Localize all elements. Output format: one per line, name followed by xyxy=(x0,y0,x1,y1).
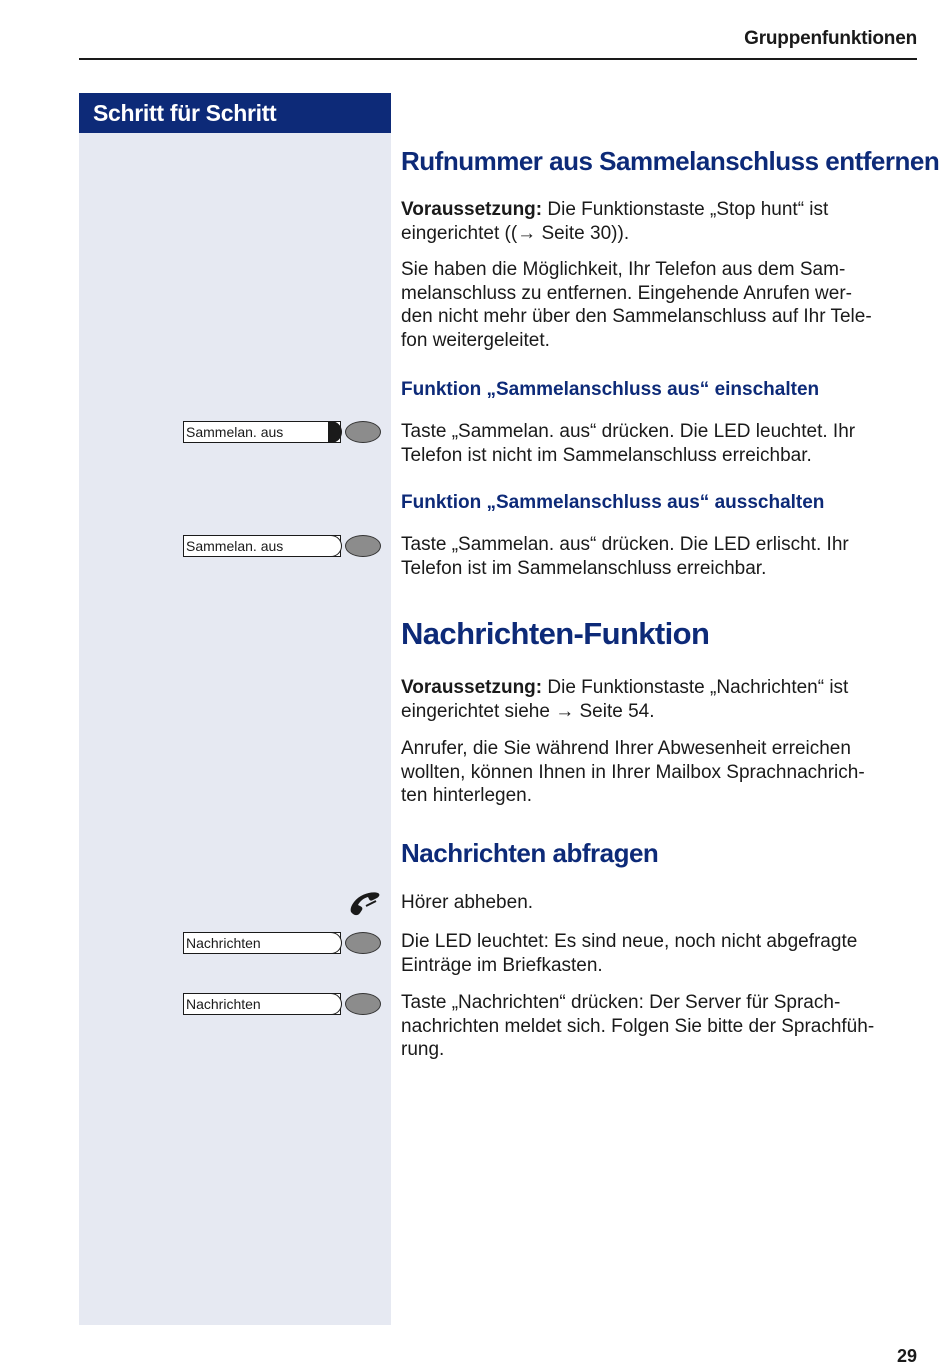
instruction-line: Die LED leuchtet: Es sind neue, noch nicht abgefragte xyxy=(401,931,858,952)
prerequisite-paragraph-2 xyxy=(401,676,921,723)
instruction-line: Telefon ist im Sammelanschluss erreichbar. xyxy=(401,557,767,579)
instruction-line: Taste „Sammelan. aus“ drücken. Die LED leuchtet. Ihr xyxy=(401,421,856,442)
subheading-hunt-off-enable: Funktion „Sammelanschluss aus“ einschalten xyxy=(401,379,820,400)
instruction-press-messages xyxy=(401,991,921,1062)
intro-line: Anrufer, die Sie während Ihrer Abwesenheit erreichen xyxy=(401,738,851,759)
prerequisite-text: Die Funktionstaste „Nachrichten“ ist xyxy=(547,677,849,698)
instruction-line: Einträge im Briefkasten. xyxy=(401,954,603,976)
instruction-line: rung. xyxy=(401,1039,445,1060)
intro-line: wollten, können Ihnen in Ihrer Mailbox Sprachnachrich- xyxy=(401,761,865,783)
instruction-lift-handset: Hörer abheben. xyxy=(401,892,534,913)
section-heading-retrieve-messages: Nachrichten abfragen xyxy=(401,838,659,868)
header-divider xyxy=(79,58,917,60)
page-number: 29 xyxy=(896,1346,917,1366)
instruction-line: Taste „Sammelan. aus“ drücken. Die LED erlischt. Ihr xyxy=(401,534,849,555)
intro-line: Sie haben die Möglichkeit, Ihr Telefon aus dem Sam- xyxy=(401,259,846,280)
running-header: Gruppenfunktionen xyxy=(744,28,917,49)
intro-line: melanschluss zu entfernen. Eingehende Anrufen wer- xyxy=(401,282,852,304)
intro-paragraph-2 xyxy=(401,737,921,808)
prerequisite-paragraph-1 xyxy=(401,198,921,245)
function-key-messages[interactable]: Nachrichten xyxy=(183,932,341,954)
step-sidebar xyxy=(79,93,391,1325)
prerequisite-label: Voraussetzung: xyxy=(401,199,543,220)
instruction-led-lit xyxy=(401,930,921,977)
prerequisite-text: eingerichtet siehe → Seite 54. xyxy=(401,700,655,722)
function-key-hunt-off[interactable]: Sammelan. aus xyxy=(183,421,341,443)
intro-line: den nicht mehr über den Sammelanschluss auf Ihr Tele- xyxy=(401,306,872,327)
instruction-line: nachrichten meldet sich. Folgen Sie bitte der Sprachfüh- xyxy=(401,1015,875,1037)
instruction-line: Taste „Nachrichten“ drücken: Der Server für Sprach- xyxy=(401,992,841,1013)
section-heading-remove-from-hunt-group: Rufnummer aus Sammelanschluss entfernen xyxy=(401,146,940,176)
intro-paragraph-1 xyxy=(401,258,921,352)
intro-line: fon weitergeleitet. xyxy=(401,329,550,351)
handset-lift-icon xyxy=(348,892,382,918)
prerequisite-label: Voraussetzung: xyxy=(401,677,543,698)
prerequisite-text: Die Funktionstaste „Stop hunt“ ist xyxy=(547,199,829,220)
subheading-hunt-off-disable: Funktion „Sammelanschluss aus“ ausschalten xyxy=(401,492,825,513)
intro-line: ten hinterlegen. xyxy=(401,785,532,806)
key-button[interactable] xyxy=(345,932,381,954)
key-button[interactable] xyxy=(345,535,381,557)
key-button[interactable] xyxy=(345,993,381,1015)
prerequisite-text: eingerichtet ((→ Seite 30)). xyxy=(401,222,630,244)
instruction-hunt-off-disable xyxy=(401,533,921,580)
function-key-hunt-off[interactable]: Sammelan. aus xyxy=(183,535,341,557)
sidebar-title: Schritt für Schritt xyxy=(79,93,391,133)
key-button[interactable] xyxy=(345,421,381,443)
instruction-hunt-off-enable xyxy=(401,420,921,467)
instruction-line: Telefon ist nicht im Sammelanschluss erreichbar. xyxy=(401,444,812,466)
function-key-messages[interactable]: Nachrichten xyxy=(183,993,341,1015)
section-heading-messages-function: Nachrichten-Funktion xyxy=(401,616,710,651)
